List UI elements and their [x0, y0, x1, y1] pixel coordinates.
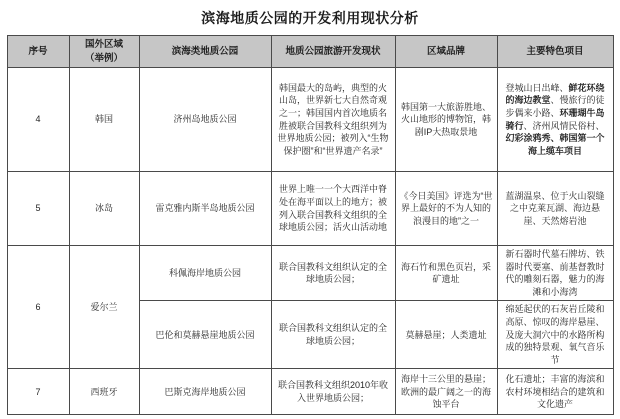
header-cell-brand: 区域品牌 [395, 36, 497, 68]
feature-segment: 幻彩涂鸦秀、韩国第一个海上缆车项目 [505, 133, 605, 156]
table-row [7, 246, 613, 301]
cell-status: 联合国教科文组织2010年收入世界地质公园； [271, 369, 395, 415]
cell-park-name: 科佩海岸地质公园 [139, 246, 271, 301]
cell-region: 韩国 [69, 68, 139, 172]
cell-features [497, 68, 613, 172]
header-region-line1: 国外区域 [84, 39, 123, 51]
cell-park-name: 济州岛地质公园 [139, 68, 271, 172]
feature-segment: 环珊瑚牛岛骑行 [505, 107, 605, 131]
feature-segment: 登城山日出峰、 [505, 82, 569, 93]
cell-no: 7 [7, 369, 69, 415]
feature-segment: 化石遗址；丰富的海滨和农村环境相结合的建筑和文化遗产 [505, 373, 605, 410]
cell-features [497, 301, 613, 369]
cell-park-name: 雷克雅内斯半岛地质公园 [139, 172, 271, 246]
cell-region: 爱尔兰 [69, 246, 139, 369]
feature-segment: 鲜花环绕的海边教堂 [505, 82, 605, 106]
feature-segment: 新石器时代墓石牌坊、铁器时代要塞、前基督教时代的雕刻石器，魅力的海滩和小海湾 [505, 249, 605, 297]
cell-region: 冰岛 [69, 172, 139, 246]
cell-park-name: 巴伦和莫赫悬崖地质公园 [139, 301, 271, 369]
cell-brand: 海岸十三公里的悬崖；欧洲的最广阔之一的海蚀平台 [395, 369, 497, 415]
cell-no: 5 [7, 172, 69, 246]
table-row [7, 369, 613, 415]
cell-brand: 莫赫悬崖；人类遗址 [395, 301, 497, 369]
feature-segment: 、慢旅行的徒步偶来小路、 [505, 95, 605, 118]
cell-features [497, 246, 613, 301]
header-region-line2: （举例） [84, 52, 123, 64]
table-row [7, 172, 613, 246]
analysis-table [7, 35, 614, 415]
cell-no: 6 [7, 246, 69, 369]
cell-status: 联合国教科文组织认定的全球地质公园； [271, 301, 395, 369]
cell-status: 联合国教科文组织认定的全球地质公园； [271, 246, 395, 301]
table-row [7, 68, 613, 172]
header-cell-features: 主要特色项目 [497, 36, 613, 68]
page-title: 滨海地质公园的开发利用现状分析 [201, 10, 419, 26]
cell-park-name: 巴斯克海岸地质公园 [139, 369, 271, 415]
cell-brand: 韩国第一大旅游胜地、火山地形的博物馆，韩剧IP大热取景地 [395, 68, 497, 172]
feature-segment: 、济州风情民俗村、 [523, 120, 605, 131]
header-cell-park: 滨海类地质公园 [139, 36, 271, 68]
cell-brand: 海石竹和黑色页岩，采矿遗址 [395, 246, 497, 301]
cell-brand: 《今日美国》评选为“世界上最好的不为人知的浪漫目的地”之一 [395, 172, 497, 246]
cell-status: 世界上唯一一个大西洋中脊处在海平面以上的地方；被列入联合国教科文组织的全球地质公园；活火山活动地 [271, 172, 395, 246]
feature-segment: 蓝湖温泉、位于火山裂缝之中克莱瓦湖、海边悬崖、天然熔岩池 [505, 190, 605, 226]
table-header-row [7, 36, 613, 68]
header-cell-region [69, 36, 139, 68]
cell-status: 韩国最大的岛屿，典型的火山岛，世界新七大自然奇观之一；韩国国内首次地质名胜被联合国教科文组织列为世界地质公园；被列入“生物保护圈”和“世界遗产名录” [271, 68, 395, 172]
cell-features [497, 369, 613, 415]
header-cell-status: 地质公园旅游开发现状 [271, 36, 395, 68]
cell-no: 4 [7, 68, 69, 172]
cell-features [497, 172, 613, 246]
feature-segment: 绵延起伏的石灰岩丘陵和高原、惊叹的海岸悬崖、及庞大洞穴中的水路所构成的独特景观、氧气音乐节 [505, 304, 605, 365]
cell-region: 西班牙 [69, 369, 139, 415]
header-cell-no: 序号 [7, 36, 69, 68]
